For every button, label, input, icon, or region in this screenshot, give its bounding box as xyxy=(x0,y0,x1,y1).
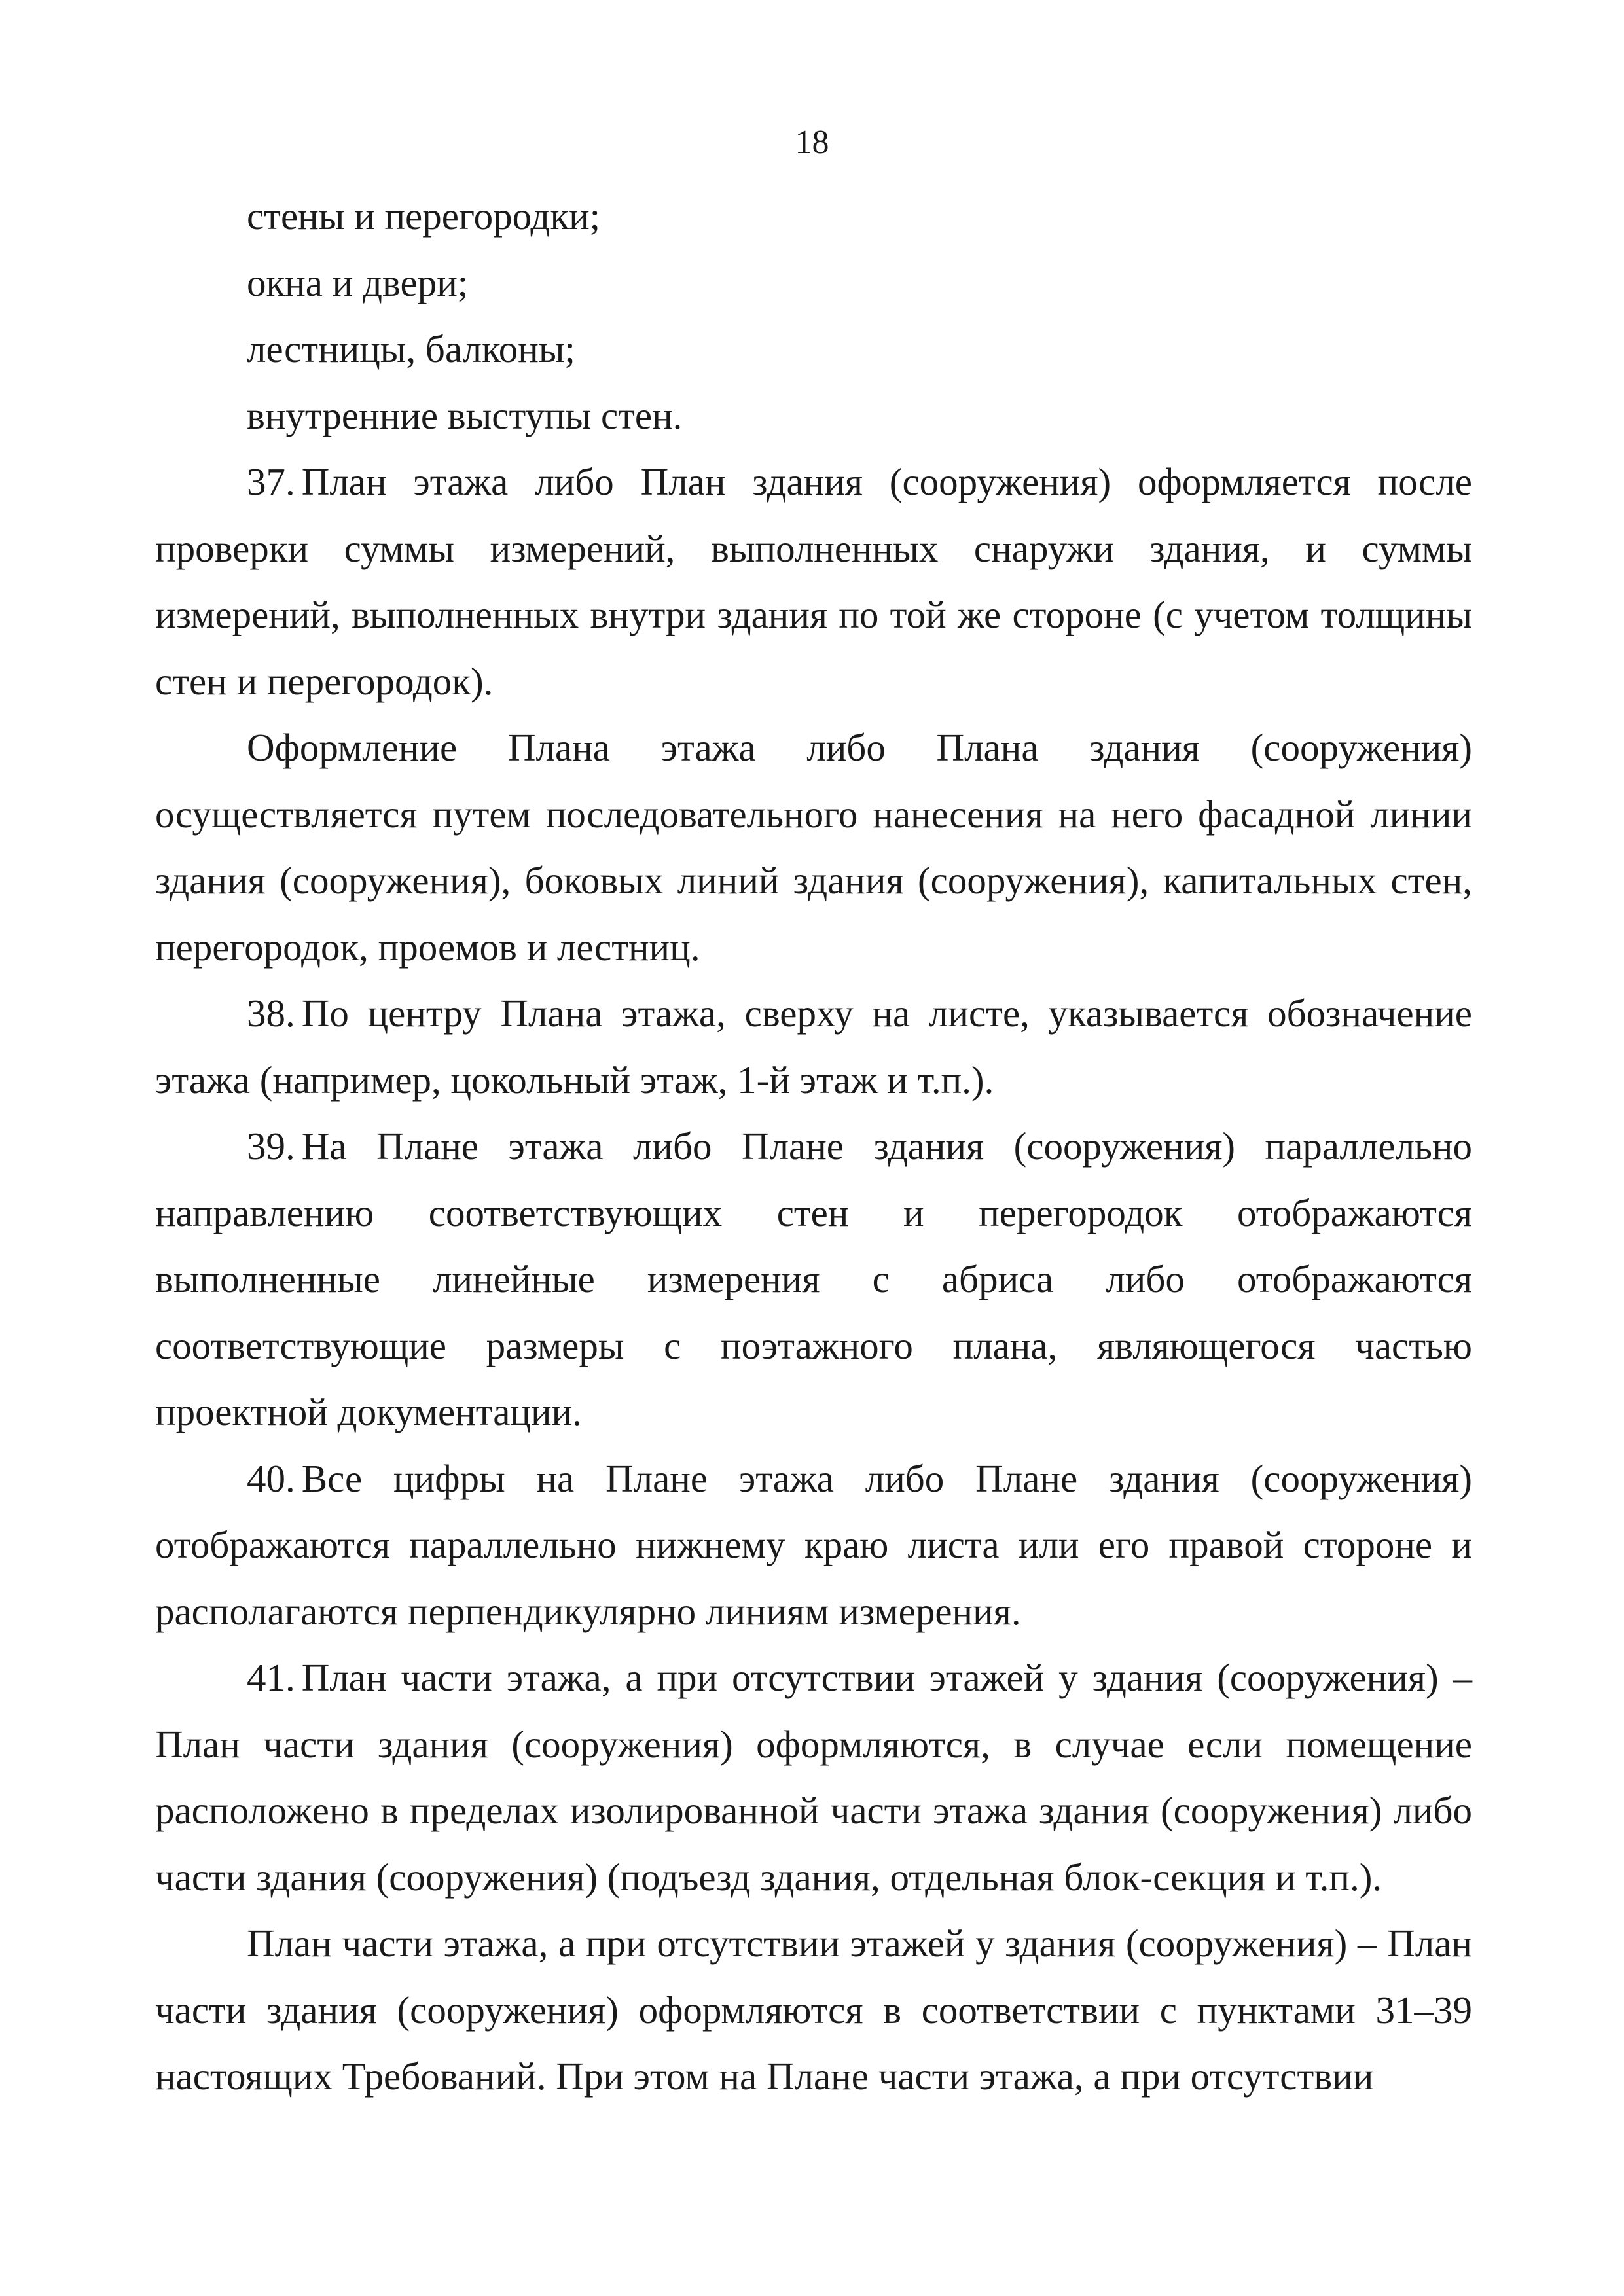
list-line: окна и двери; xyxy=(247,260,469,304)
paragraph-number: 40. xyxy=(247,1456,295,1500)
paragraph-39 xyxy=(155,1113,1472,1446)
paragraph-text: План части этажа, а при отсутствии этажей у здания (сооружения) – План части здания (сооружения) оформляются, в случае если помещение расположено в пределах изолированной части этажа здания (сооружения) либо части здания (сооружения) (подъезд здания, отдельная блок-секция и т.п.). xyxy=(155,1656,1472,1899)
paragraph-number: 41. xyxy=(247,1656,295,1699)
page-number: 18 xyxy=(795,124,829,161)
paragraph-text: План этажа либо План здания (сооружения) оформляется после проверки суммы измерений, выполненных снаружи здания, и суммы измерений, выполненных внутри здания по той же стороне (с учетом толщины стен и перегородок). xyxy=(155,460,1472,703)
paragraph-number: 39. xyxy=(247,1124,295,1168)
paragraph-37-continued xyxy=(155,715,1472,980)
paragraph-number: 38. xyxy=(247,992,295,1035)
paragraph-text: Оформление Плана этажа либо Плана здания (сооружения) осуществляется путем последовательного нанесения на него фасадной линии здания (сооружения), боковых линий здания (сооружения), капитальных стен, перегородок, проемов и лестниц. xyxy=(155,726,1472,969)
list-line: стены и перегородки; xyxy=(247,194,601,238)
paragraph-40 xyxy=(155,1446,1472,1645)
paragraph-text: По центру Плана этажа, сверху на листе, указывается обозначение этажа (например, цокольный этаж, 1-й этаж и т.п.). xyxy=(155,992,1472,1102)
paragraph-number: 37. xyxy=(247,460,295,503)
paragraph-text: План части этажа, а при отсутствии этажей у здания (сооружения) – План части здания (сооружения) оформляются в соответствии с пунктами 31–39 настоящих Требований. При этом на Плане части этажа, а при отсутствии xyxy=(155,1922,1472,2098)
paragraph-text: Все цифры на Плане этажа либо Плане здания (сооружения) отображаются параллельно нижнему краю листа или его правой стороне и располагаются перпендикулярно линиям измерения. xyxy=(155,1456,1472,1633)
paragraph-41 xyxy=(155,1645,1472,1910)
paragraph-41-continued xyxy=(155,1910,1472,2110)
paragraph-38 xyxy=(155,980,1472,1113)
paragraph-text: На Плане этажа либо Плане здания (сооружения) параллельно направлению соответствующих стен и перегородок отображаются выполненные линейные измерения с абриса либо отображаются соответствующие размеры с поэтажного плана, являющегося частью проектной документации. xyxy=(155,1124,1472,1433)
list-line: лестницы, балконы; xyxy=(247,327,575,370)
paragraph-37 xyxy=(155,449,1472,715)
document-body xyxy=(155,183,1472,2110)
list-line: внутренние выступы стен. xyxy=(247,393,683,437)
